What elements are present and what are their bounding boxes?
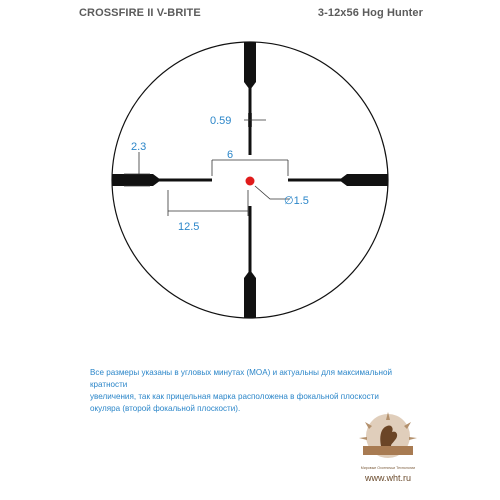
wht-logo xyxy=(345,410,431,488)
logo-emblem-icon xyxy=(345,410,431,466)
post-width-dimension-lines xyxy=(244,113,266,127)
note-line: окуляра (второй фокальной плоскости). xyxy=(90,404,241,413)
measurement-note xyxy=(90,367,420,415)
reticle-bottom-post xyxy=(244,206,256,318)
post-width-label: 0.59 xyxy=(210,115,232,127)
product-model: 3-12x56 Hog Hunter xyxy=(317,7,423,19)
reticle-right-post xyxy=(288,174,388,186)
reticle-left-post xyxy=(112,174,212,186)
center-offset-label: 12.5 xyxy=(178,221,200,233)
illuminated-center-dot xyxy=(246,177,255,186)
post-thickness-label: 2.3 xyxy=(131,141,147,153)
gap-width-label: 6 xyxy=(227,149,234,161)
logo-caption: Мировые Охотничьи Технологии xyxy=(360,466,416,470)
reticle-top-post xyxy=(244,42,256,155)
note-line: Все размеры указаны в угловых минутах (MOA) и актуальны для максимальной кратности xyxy=(90,368,393,389)
product-name: CROSSFIRE II V-BRITE xyxy=(79,7,201,19)
logo-url: www.wht.ru xyxy=(364,473,411,483)
center-offset-dimension-lines xyxy=(168,190,248,216)
gap-width-dimension-lines xyxy=(212,160,288,176)
note-line: увеличения, так как прицельная марка расположена в фокальной плоскости xyxy=(90,392,379,401)
dot-diameter-label: ∅1.5 xyxy=(284,195,309,207)
